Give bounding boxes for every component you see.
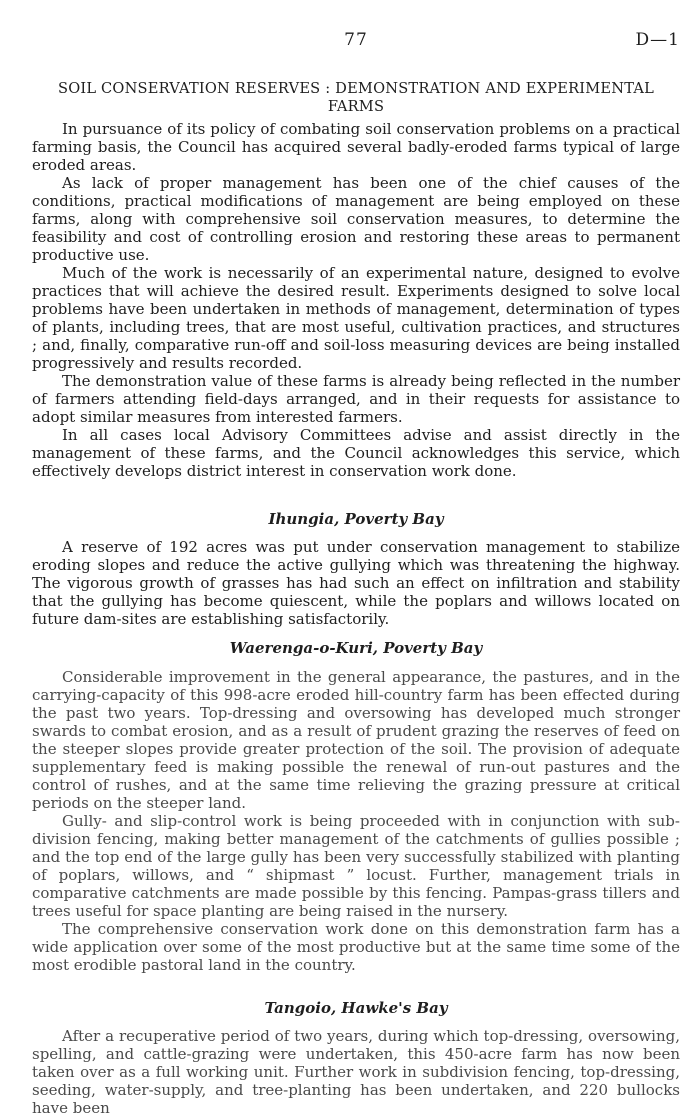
page-number: 77 (344, 30, 368, 50)
section-ihungia (32, 510, 680, 628)
intro-section (32, 120, 680, 480)
section-heading: Tangoio, Hawke's Bay (264, 999, 448, 1017)
intro-paragraph-1: In pursuance of its policy of combating soil conservation problems on a practical farming basis, the Council has acquired several badly-eroded farms typical of large eroded areas. (32, 120, 680, 174)
page-title: SOIL CONSERVATION RESERVES : DEMONSTRATION AND EXPERIMENTAL FARMS (58, 80, 654, 115)
section-paragraph: A reserve of 192 acres was put under conservation management to stabilize eroding slopes and reduce the active gullying which was threatening the highway. The vigorous growth of grasses has had such an effect on infiltration and stability that the gullying has become quiescent, while the poplars and willows located on future dam-sites are establishing satisfactorily. (32, 538, 680, 628)
section-paragraph: The comprehensive conservation work done on this demonstration farm has a wide application over some of the most productive but at the same time some of the most erodible pastoral land in the country. (32, 920, 680, 974)
intro-paragraph-3: Much of the work is necessarily of an experimental nature, designed to evolve practices that will achieve the desired result. Experiments designed to solve local problems have been undertaken in methods of management, determination of types of plants, including trees, that are most useful, cultivation practices, and structures ; and, finally, comparative run-off and soil-loss measuring devices are being installed progressively and results recorded. (32, 264, 680, 372)
intro-paragraph-4: The demonstration value of these farms is already being reflected in the number of farmers attending field-days arranged, and in their requests for assistance to adopt similar measures from interested farmers. (32, 372, 680, 426)
intro-paragraph-2: As lack of proper management has been one of the chief causes of the conditions, practical modifications of management are being employed on these farms, along with comprehensive soil conservation measures, to determine the feasibility and cost of controlling erosion and restoring these areas to permanent productive use. (32, 174, 680, 264)
section-heading: Waerenga-o-Kuri, Poverty Bay (229, 639, 483, 657)
document-reference: D—1 (635, 30, 680, 50)
section-waerenga-o-kuri (32, 639, 680, 974)
page-header (32, 30, 680, 56)
section-paragraph: Considerable improvement in the general appearance, the pastures, and in the carrying-capacity of this 998-acre eroded hill-country farm has been effected during the past two years. Top-dressing and oversowing has developed much stronger swards to combat erosion, and as a result of prudent grazing the reserves of feed on the steeper slopes provide greater protection of the soil. The provision of adequate supplementary feed is making possible the renewal of run-out pastures and the control of rushes, and at the same time relieving the grazing pressure at critical periods on the steeper land. (32, 668, 680, 812)
document-page (32, 30, 680, 1117)
intro-paragraph-5: In all cases local Advisory Committees advise and assist directly in the management of these farms, and the Council acknowledges this service, which effectively develops district interest in conservation work done. (32, 426, 680, 480)
section-paragraph: Gully- and slip-control work is being proceeded with in conjunction with subdivision fencing, making better management of the catchments of gullies possible ; and the top end of the large gully has been very successfully stabilized with planting of poplars, willows, and “ shipmast ” locust. Further, management trials in comparative catchments are made possible by this fencing. Pampas-grass tillers and trees useful for space planting are being raised in the nursery. (32, 812, 680, 920)
section-tangoio (32, 999, 680, 1117)
section-heading: Ihungia, Poverty Bay (268, 510, 444, 528)
section-paragraph: After a recuperative period of two years, during which top-dressing, oversowing, spelling, and cattle-grazing were undertaken, this 450-acre farm has now been taken over as a full working unit. Further work in subdivision fencing, top-dressing, seeding, water-supply, and tree-planting has been undertaken, and 220 bullocks have been (32, 1027, 680, 1117)
